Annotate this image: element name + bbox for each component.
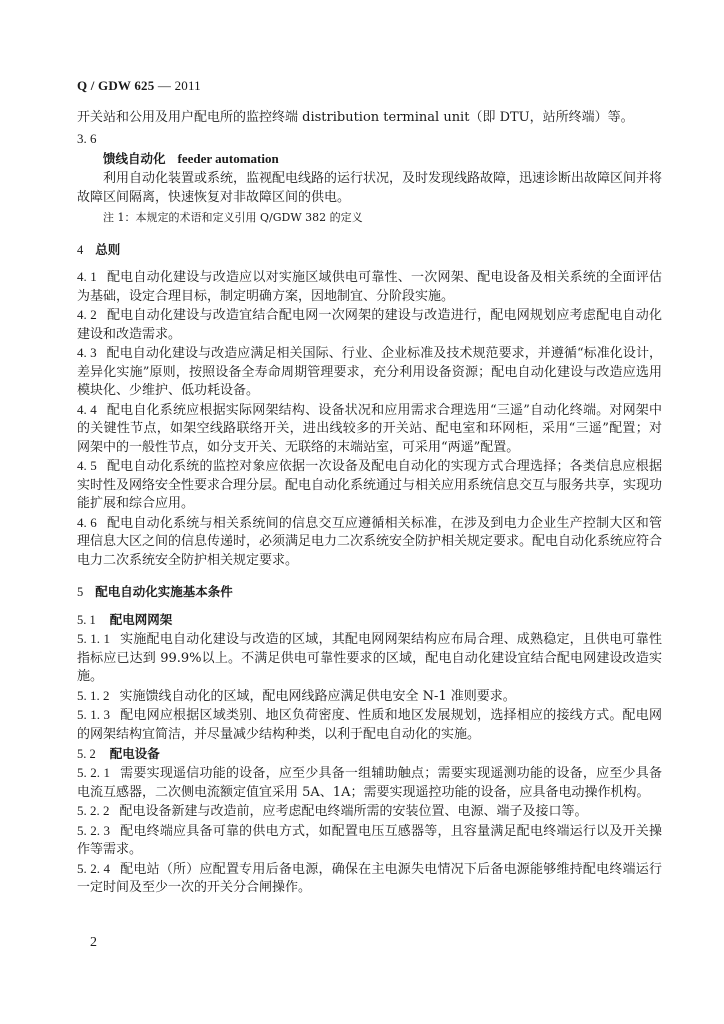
section-4-title: 总则 (95, 242, 121, 257)
standard-code: Q / GDW 625 (77, 78, 155, 93)
clause-5-1-3: 5. 1. 3 配电网应根据区域类别、地区负荷密度、性质和地区发展规划，选择相应的接线方式。配电网的网架结构宜简洁，并尽量减少结构种类，以利于配电自动化的实施。 (77, 707, 662, 742)
document-header (77, 78, 201, 94)
section-4-heading (77, 240, 662, 258)
section-5-heading (77, 582, 662, 600)
clause-4-1: 4. 1 配电自动化建设与改造应以对实施区域供电可靠性、一次网架、配电设备及相关系统的全面评估为基础，设定合理目标，制定明确方案，因地制宜、分阶段实施。 (77, 269, 662, 304)
clause-5-2-1: 5. 2. 1 需要实现遥信功能的设备，应至少具备一组辅助触点；需要实现遥测功能的设备，应至少具备电流互感器，二次侧电流额定值宜采用 5A、1A；需要实现遥控功能的设备，应具备电动操作机构。 (77, 765, 662, 800)
clause-4-6: 4. 6 配电自动化系统与相关系统间的信息交互应遵循相关标准，在涉及到电力企业生产控制大区和管理信息大区之间的信息传递时，必须满足电力二次系统安全防护相关规定要求。配电自动化系统应符合电力二次系统安全防护相关规定要求。 (77, 514, 663, 568)
header-dash: — (157, 78, 172, 93)
section-4-number: 4 (77, 243, 84, 257)
section-5-title: 配电自动化实施基本条件 (95, 584, 233, 599)
standard-year: 2011 (174, 78, 201, 93)
section-5-number: 5 (77, 585, 84, 599)
clause-3-6-number: 3. 6 (77, 130, 97, 146)
subsection-5-1-heading: 5. 1 配电网网架 (77, 612, 173, 627)
term-en: feeder automation (177, 151, 279, 166)
clause-4-3: 4. 3 配电自动化建设与改造应满足相关国际、行业、企业标准及技术规范要求，并遵循“标准化设计，差异化实施”原则，按照设备全寿命周期管理要求，充分利用设备资源；配电自动化建设与改造应选用模块化、少维护、低功耗设备。 (77, 345, 663, 398)
subsection-5-2-heading: 5. 2 配电设备 (77, 746, 160, 761)
term-heading (77, 148, 662, 170)
term-cn: 馈线自动化 (103, 151, 166, 166)
intro-line: 开关站和公用及用户配电所的监控终端 distribution terminal unit（即 DTU，站所终端）等。 (77, 110, 634, 125)
clause-5-1-1: 5. 1. 1 实施配电自动化建设与改造的区域，其配电网网架结构应布局合理、成熟稳定，且供电可靠性指标应已达到 99.9%以上。不满足供电可靠性要求的区域，配电自动化建设宜结合配电网建设改造实施。 (77, 631, 662, 684)
clause-4-5: 4. 5 配电自动化系统的监控对象应依据一次设备及配电自动化的实现方式合理选择；各类信息应根据实时性及网络安全性要求合理分层。配电自动化系统通过与相关应用系统信息交互与服务共享，实现功能扩展和综合应用。 (77, 458, 663, 511)
term-note: 注 1：本规定的术语和定义引用 Q/GDW 382 的定义 (103, 211, 363, 224)
clause-5-2-4: 5. 2. 4 配电站（所）应配置专用后备电源，确保在主电源失电情况下后备电源能够维持配电终端运行一定时间及至少一次的开关分合闸操作。 (77, 860, 662, 895)
term-definition: 利用自动化装置或系统，监视配电线路的运行状况，及时发现线路故障，迅速诊断出故障区间并将故障区间隔离，快速恢复对非故障区间的供电。 (77, 171, 663, 205)
page-number: 2 (90, 935, 97, 950)
clause-5-1-2: 5. 1. 2 实施馈线自动化的区域，配电网线路应满足供电安全 N-1 准则要求。 (77, 687, 516, 704)
clause-5-2-3: 5. 2. 3 配电终端应具备可靠的供电方式，如配置电压互感器等，且容量满足配电终端运行以及开关操作等需求。 (77, 822, 662, 857)
clause-4-4: 4. 4 配电自化系统应根据实际网架结构、设备状况和应用需求合理选用“三遥”自动化终端。对网架中的关键性节点，如架空线路联络开关，进出线较多的开关站、配电室和环网柜，采用“三遥”配置；对网架中的一般性节点，如分支开关、无联络的末端站室，可采用“两遥”配置。 (77, 401, 663, 455)
page-content (77, 109, 662, 898)
clause-5-2-2: 5. 2. 2 配电设备新建与改造前，应考虑配电终端所需的安装位置、电源、端子及接口等。 (77, 803, 588, 819)
clause-4-2: 4. 2 配电自动化建设与改造宜结合配电网一次网架的建设与改造进行，配电网规划应考虑配电自动化建设和改造需求。 (77, 307, 662, 342)
